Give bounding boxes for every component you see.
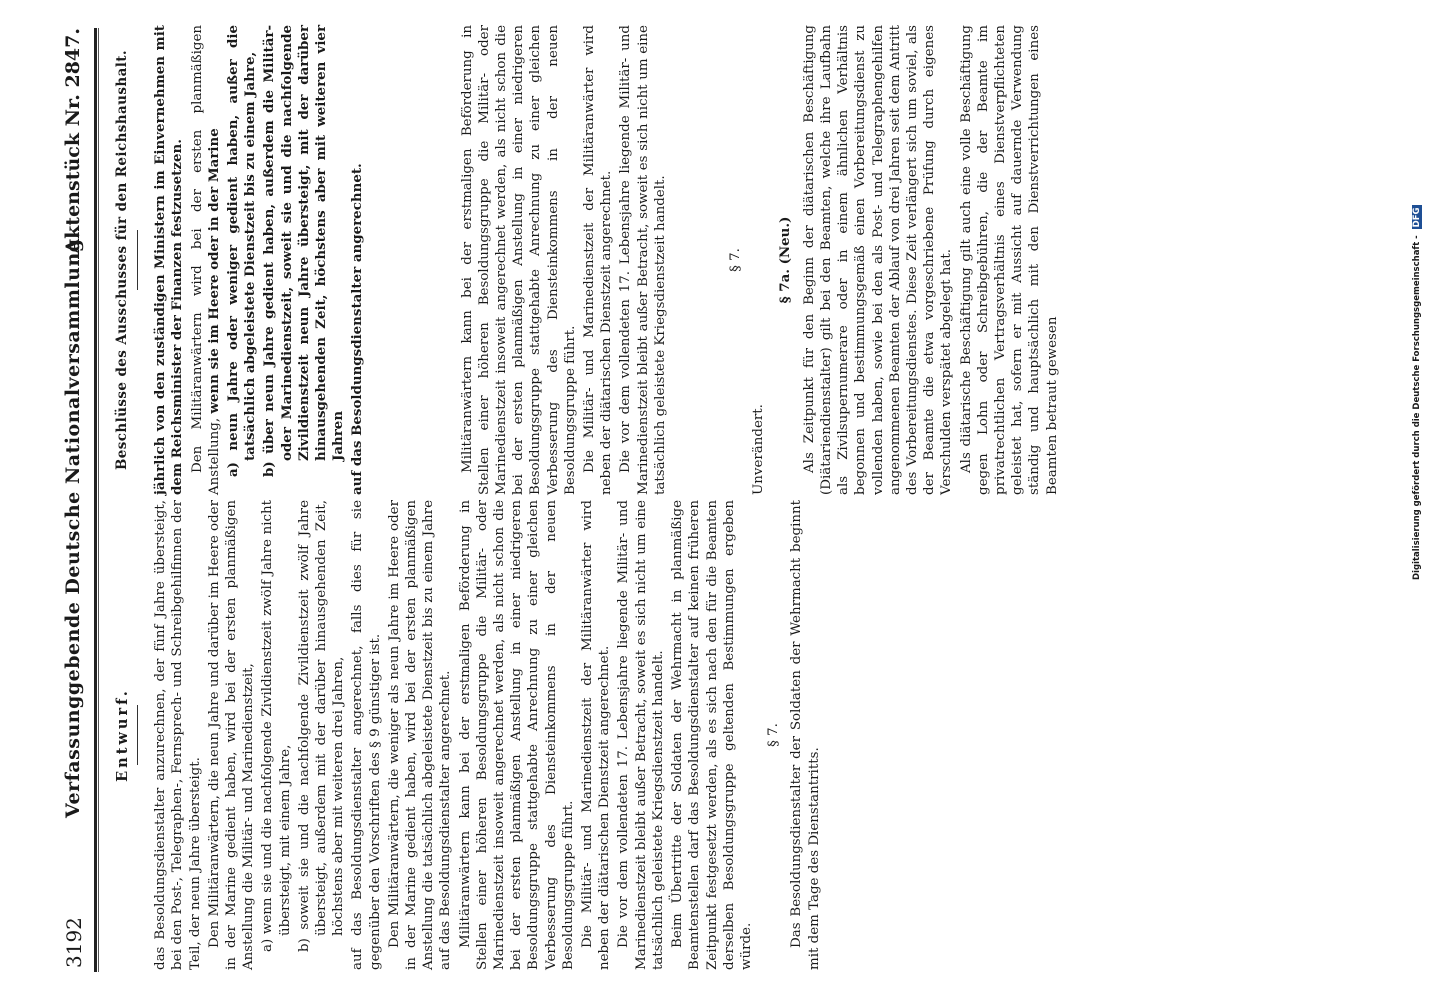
- draft-paragraph: auf das Besoldungsdienstalter angerechnet, falls dies für sie gegenüber den Vorschriften des § 9 günstiger ist.: [350, 500, 383, 970]
- left-column-draft: [110, 500, 825, 970]
- spacer: [671, 25, 717, 495]
- committee-paragraph: Die Militär- und Marinedienstzeit der Militäranwärter wird neben der diätarischen Dienstzeit angerechnet.: [582, 25, 615, 495]
- page-number: 3192: [62, 917, 86, 968]
- committee-paragraph: Die vor dem vollendeten 17. Lebensjahre liegende Militär- und Marinedienstzeit bleibt außer Betracht, soweit es sich nicht um eine tatsächlich geleistete Kriegsdienstzeit handelt.: [618, 25, 668, 495]
- unchanged-note: Unverändert.: [751, 404, 767, 495]
- section-heading: § 7.: [728, 248, 744, 272]
- credit-text: Digitalisierung gefördert durch die Deutsche Forschungsgemeinschaft -: [1412, 235, 1422, 580]
- draft-paragraph: Den Militäranwärtern, die weniger als neun Jahre im Heere oder in der Marine gedient haben, wird bei der ersten planmäßigen Anstellung die tatsächlich abgeleistete Dienstzeit bis zu einem Jahre auf das Besoldungsdienstalter angerechnet.: [386, 500, 454, 970]
- committee-text: Den Militäranwärtern wird bei der ersten planmäßigen Anstellung,: [189, 25, 222, 495]
- committee-paragraph: [189, 25, 223, 495]
- committee-paragraph: Als Zeitpunkt für den Beginn der diätarischen Beschäftigung (Diätariendienstalter) gilt bei den Beamten, welche ihre Laufbahn als Zivilsupernumerare oder in einem ähnlichen Verhältnis begonnen und bestimmungsgemäß einen Vorbereitungsdienst zu vollenden haben, sowie bei den als Post- und Telegraphengehilfen angenommenen Beamten der Ablauf von drei Jahren seit dem Antritt des Vorbereitungsdienstes. Diese Zeit verlängert sich um soviel, als der Beamte die etwa vorgeschriebene Prüfung durch eigenes Verschulden verspätet abgelegt hat.: [801, 25, 955, 495]
- committee-paragraph: Militäranwärtern kann bei der erstmaligen Beförderung in Stellen einer höheren Besoldungsgruppe die Militär- oder Marinedienstzeit insoweit angerechnet werden, als nicht schon die bei der ersten planmäßigen Anstellung in einer niedrigeren Besoldungsgruppe stattgehabte Anrechnung zu einer gleichen Verbesserung des Diensteinkommens in der neuen Besoldungsgruppe führt.: [459, 25, 578, 495]
- draft-paragraph: Die vor dem vollendeten 17. Lebensjahre liegende Militär- und Marinedienstzeit bleibt außer Betracht, soweit es sich nicht um eine tatsächlich geleistete Kriegsdienstzeit handelt.: [616, 500, 666, 970]
- section-heading-new: § 7a. (Neu.): [777, 216, 794, 304]
- document-number: Aktenstück Nr. 2847.: [62, 28, 84, 254]
- title-rule: [137, 705, 138, 765]
- header-rule-thin: [98, 28, 99, 972]
- spacer: [369, 25, 459, 495]
- header-rule: [94, 28, 97, 972]
- committee-item-a: a) neun Jahre oder weniger gedient haben, außer die tatsächlich abgeleistete Dienstzeit bis zu einem Jahre,: [225, 25, 259, 477]
- draft-paragraph: Den Militäranwärtern, die neun Jahre und darüber im Heere oder in der Marine gedient haben, wird bei der ersten planmäßigen Anstellung die Militär- und Marinedienstzeit,: [206, 500, 257, 970]
- draft-item-a: a) wenn sie und die nachfolgende Zivildienstzeit zwölf Jahre nicht übersteigt, mit einem Jahre,: [260, 500, 293, 952]
- section-heading: § 7.: [766, 723, 782, 747]
- digitization-credit: [1412, 0, 1422, 580]
- committee-paragraph: Als diätarische Beschäftigung gilt auch eine volle Beschäftigung gegen Lohn oder Schreibgebühren, die der Beamte im privatrechtlichen Vertragsverhältnis eines Dienstverpflichteten geleistet hat, sofern er mit Aussicht auf dauernde Verwendung ständig und hauptsächlich mit den Dienstverrichtungen eines Beamten betraut gewesen: [958, 25, 1060, 495]
- right-column-committee: [110, 25, 1063, 495]
- draft-item-b: b) soweit sie und die nachfolgende Zivildienstzeit zwölf Jahre übersteigt, außerdem mit der darüber hinausgehenden Zeit, höchstens aber mit weiteren drei Jahren,: [296, 500, 347, 952]
- committee-paragraph: auf das Besoldungsdienstalter angerechnet.: [349, 163, 366, 495]
- draft-title: Entwurf.: [114, 688, 131, 782]
- committee-title: Beschlüsse des Ausschusses für den Reichshaushalt.: [114, 50, 130, 470]
- committee-item-b: b) über neun Jahre gedient haben, außerdem die Militär- oder Marinedienstzeit, soweit sie und die nachfolgende Zivildienstzeit neun Jahre übersteigt, mit der darüber hinausgehenden Zeit, höchstens aber mit weiteren vier Jahren: [261, 25, 347, 477]
- title-rule: [137, 230, 138, 290]
- committee-paragraph: jährlich von den zuständigen Ministern im Einvernehmen mit dem Reichsminister der Finanzen festzusetzen.: [152, 25, 186, 495]
- dfg-badge: DFG: [1412, 207, 1422, 228]
- draft-paragraph: Militäranwärtern kann bei der erstmaligen Beförderung in Stellen einer höheren Besoldungsgruppe die Militär- oder Marinedienstzeit insoweit angerechnet werden, als nicht schon die bei der ersten planmäßigen Anstellung in einer niedrigeren Besoldungsgruppe stattgehabte Anrechnung zu einer gleichen Verbesserung des Diensteinkommens in der neuen Besoldungsgruppe führt.: [457, 500, 576, 970]
- draft-paragraph: Das Besoldungsdienstalter der Soldaten der Wehrmacht beginnt mit dem Tage des Dienstantritts.: [789, 500, 822, 970]
- committee-text-bold: wenn sie im Heere oder in der Marine: [205, 128, 222, 414]
- assembly-title: Verfassunggebende Deutsche Nationalversammlung.: [62, 231, 84, 818]
- draft-paragraph: das Besoldungsdienstalter anzurechnen, der fünf Jahre übersteigt, bei den Post-, Telegraphen-, Fernsprech- und Schreibgehilfinnen der Teil, der neun Jahre übersteigt.: [153, 500, 203, 970]
- draft-paragraph: Beim Übertritte der Soldaten der Wehrmacht in planmäßige Beamtenstellen darf das Besoldungsdienstalter auf keinen früheren Zeitpunkt festgesetzt werden, als es sich nach den für die Beamten derselben Besoldungsgruppe geltenden Bestimmungen ergeben würde.: [670, 500, 754, 970]
- draft-paragraph: Die Militär- und Marinedienstzeit der Militäranwärter wird neben der diätarischen Dienstzeit angerechnet.: [580, 500, 613, 970]
- page-header: [62, 28, 90, 968]
